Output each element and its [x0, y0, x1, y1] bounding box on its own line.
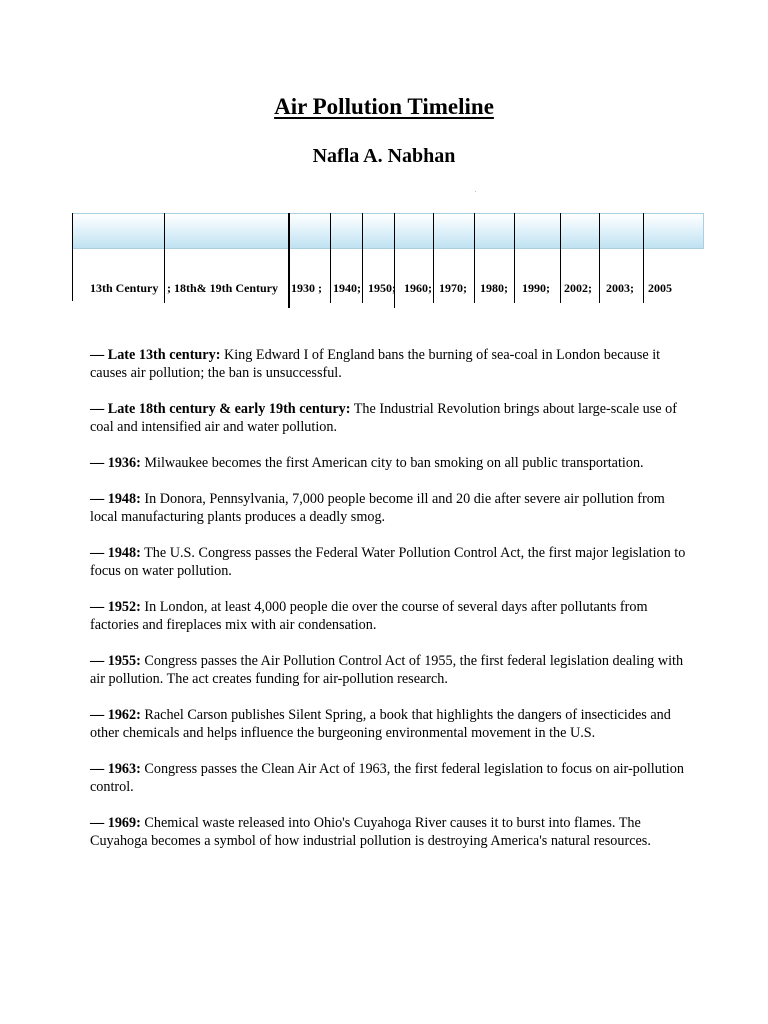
timeline-separator — [433, 213, 434, 303]
document-title: Air Pollution Timeline — [274, 94, 494, 119]
timeline-label: ; 18th& 19th Century — [167, 281, 278, 295]
entry-text: The U.S. Congress passes the Federal Water Pollution Control Act, the first major legislation to focus on water pollution. — [90, 545, 686, 579]
entry-text: Chemical waste released into Ohio's Cuyahoga River causes it to burst into flames. The Cuyahoga becomes a symbol of how industrial pollution is destroying America's natural resources. — [90, 815, 651, 849]
entry-date: — 1936: — [90, 455, 141, 471]
entry-text: In Donora, Pennsylvania, 7,000 people become ill and 20 die after severe air pollution from local manufacturing plants produces a deadly smog. — [90, 491, 665, 525]
timeline-bar — [72, 213, 704, 249]
timeline-label: 2003; — [606, 281, 634, 295]
timeline-separator — [362, 213, 363, 303]
timeline-entry — [90, 346, 690, 382]
timeline-entry — [90, 544, 690, 580]
timeline-entry — [90, 652, 690, 688]
timeline-entry — [90, 760, 690, 796]
timeline-separator — [164, 213, 165, 303]
timeline-label: 1970; — [439, 281, 467, 295]
timeline-entry — [90, 490, 690, 526]
timeline-entries — [90, 346, 690, 868]
entry-text: In London, at least 4,000 people die over the course of several days after pollutants from factories and fireplaces mix with air condensation. — [90, 599, 648, 633]
entry-text: Congress passes the Clean Air Act of 1963, the first federal legislation to focus on air-pollution control. — [90, 761, 684, 795]
entry-date: — 1969: — [90, 815, 141, 831]
entry-text: The Industrial Revolution brings about large-scale use of coal and intensified air and water pollution. — [90, 401, 677, 435]
timeline-separator — [330, 213, 331, 303]
timeline-label: 1950; — [368, 281, 396, 295]
timeline-label: 13th Century — [90, 281, 159, 295]
timeline-label: 1960; — [404, 281, 432, 295]
entry-date: — 1948: — [90, 545, 141, 561]
entry-date: — 1955: — [90, 653, 141, 669]
timeline-separator — [643, 213, 644, 303]
timeline-entry — [90, 400, 690, 436]
entry-date: — 1948: — [90, 491, 141, 507]
timeline-label: 1930 ; — [291, 281, 322, 295]
timeline-entry — [90, 814, 690, 850]
timeline-label: 2002; — [564, 281, 592, 295]
entry-text: King Edward I of England bans the burning of sea-coal in London because it causes air pollution; the ban is unsuccessful. — [90, 347, 661, 381]
entry-text: Congress passes the Air Pollution Control Act of 1955, the first federal legislation dealing with air pollution. The act creates funding for air-pollution research. — [90, 653, 684, 687]
timeline-separator — [474, 213, 475, 303]
entry-date: — 1963: — [90, 761, 141, 777]
stray-mark: . — [475, 188, 477, 194]
timeline-separator — [72, 213, 73, 301]
entry-date: — 1962: — [90, 707, 141, 723]
timeline-separator — [514, 213, 515, 303]
timeline-label: 1940; — [333, 281, 361, 295]
document-author: Nafla A. Nabhan — [312, 145, 456, 167]
entry-text: Milwaukee becomes the first American city to ban smoking on all public transportation. — [140, 455, 644, 471]
timeline-entry — [90, 598, 690, 634]
timeline-label: 1980; — [480, 281, 508, 295]
timeline-entry — [90, 706, 690, 742]
entry-date: — 1952: — [90, 599, 141, 615]
entry-text: Rachel Carson publishes Silent Spring, a book that highlights the dangers of insecticides and other chemicals and helps influence the burgeoning environmental movement in the U.S. — [90, 707, 671, 741]
timeline-separator — [288, 213, 290, 308]
timeline-label: 1990; — [522, 281, 550, 295]
timeline-label: 2005 — [648, 281, 672, 295]
timeline-separator — [560, 213, 561, 303]
entry-date: — Late 13th century: — [90, 347, 221, 363]
timeline-entry — [90, 454, 690, 472]
timeline-separator — [599, 213, 600, 303]
entry-date: — Late 18th century & early 19th century: — [90, 401, 351, 417]
